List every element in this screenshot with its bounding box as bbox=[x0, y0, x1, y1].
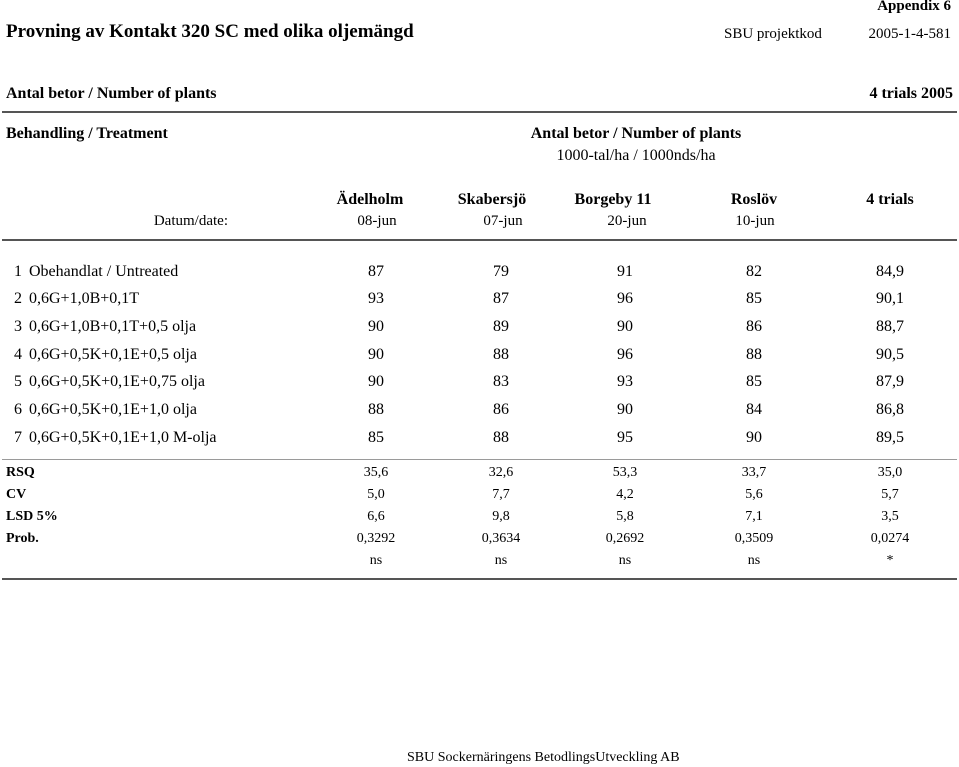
date-label: Datum/date: bbox=[153, 213, 228, 229]
row-value-roslov: 90 bbox=[746, 429, 762, 446]
row-value-4-trials: 90,1 bbox=[876, 290, 904, 307]
stats-value-skabersjo: 7,7 bbox=[492, 487, 510, 502]
header-rule-top bbox=[2, 111, 957, 113]
row-value-borgeby: 90 bbox=[617, 401, 633, 418]
stats-value-skabersjo: 32,6 bbox=[488, 465, 514, 480]
stats-value-4-trials: 5,7 bbox=[881, 487, 899, 502]
row-value-adelholm: 90 bbox=[368, 373, 384, 390]
measure-header-line1: Antal betor / Number of plants bbox=[530, 125, 742, 142]
column-header-4-trials: 4 trials bbox=[866, 191, 914, 208]
column-date-adelholm: 08-jun bbox=[357, 213, 397, 229]
stats-value-4-trials: * bbox=[886, 553, 894, 568]
row-value-skabersjo: 89 bbox=[493, 318, 509, 335]
row-value-4-trials: 84,9 bbox=[876, 263, 904, 280]
stats-value-roslov: 0,3509 bbox=[734, 531, 774, 546]
row-value-roslov: 84 bbox=[746, 401, 762, 418]
row-value-skabersjo: 87 bbox=[493, 290, 509, 307]
row-value-adelholm: 88 bbox=[368, 401, 384, 418]
row-value-4-trials: 90,5 bbox=[876, 346, 904, 363]
row-value-4-trials: 88,7 bbox=[876, 318, 904, 335]
stats-value-adelholm: ns bbox=[369, 553, 383, 568]
stats-label: RSQ bbox=[6, 465, 35, 480]
row-treatment: 0,6G+1,0B+0,1T+0,5 olja bbox=[29, 318, 197, 335]
stats-value-skabersjo: 9,8 bbox=[492, 509, 510, 524]
stats-value-adelholm: 6,6 bbox=[367, 509, 385, 524]
row-treatment: 0,6G+1,0B+0,1T bbox=[29, 290, 140, 307]
stats-value-borgeby: 5,8 bbox=[616, 509, 634, 524]
row-treatment: 0,6G+0,5K+0,1E+1,0 olja bbox=[29, 401, 197, 418]
stats-value-borgeby: 53,3 bbox=[612, 465, 638, 480]
column-header-borgeby: Borgeby 11 bbox=[574, 191, 652, 208]
row-value-borgeby: 96 bbox=[617, 346, 633, 363]
row-value-4-trials: 87,9 bbox=[876, 373, 904, 390]
stats-value-roslov: 5,6 bbox=[745, 487, 763, 502]
row-treatment: 0,6G+0,5K+0,1E+0,5 olja bbox=[29, 346, 197, 363]
column-date-roslov: 10-jun bbox=[735, 213, 775, 229]
trials-note: 4 trials 2005 bbox=[869, 85, 953, 102]
row-value-borgeby: 93 bbox=[617, 373, 633, 390]
footer: SBU Sockernäringens BetodlingsUtveckling AB bbox=[407, 750, 680, 765]
row-number: 5 bbox=[14, 373, 22, 390]
stats-value-skabersjo: ns bbox=[494, 553, 508, 568]
row-value-4-trials: 89,5 bbox=[876, 429, 904, 446]
row-value-roslov: 82 bbox=[746, 263, 762, 280]
stats-rule-top bbox=[2, 459, 957, 460]
project-label: SBU projektkod bbox=[724, 26, 822, 42]
row-value-roslov: 86 bbox=[746, 318, 762, 335]
stats-value-adelholm: 35,6 bbox=[363, 465, 389, 480]
column-header-roslov: Roslöv bbox=[730, 191, 778, 208]
row-treatment: Obehandlat / Untreated bbox=[29, 263, 179, 280]
row-number: 3 bbox=[14, 318, 22, 335]
row-value-adelholm: 85 bbox=[368, 429, 384, 446]
row-value-skabersjo: 79 bbox=[493, 263, 509, 280]
row-value-skabersjo: 83 bbox=[493, 373, 509, 390]
treatment-header: Behandling / Treatment bbox=[6, 125, 168, 142]
stats-value-roslov: 33,7 bbox=[741, 465, 767, 480]
row-value-adelholm: 93 bbox=[368, 290, 384, 307]
row-value-adelholm: 90 bbox=[368, 318, 384, 335]
row-number: 6 bbox=[14, 401, 22, 418]
stats-value-roslov: 7,1 bbox=[745, 509, 763, 524]
row-value-borgeby: 95 bbox=[617, 429, 633, 446]
row-value-skabersjo: 88 bbox=[493, 429, 509, 446]
project-code: 2005-1-4-581 bbox=[868, 26, 951, 42]
column-header-skabersjo: Skabersjö bbox=[457, 191, 527, 208]
row-value-4-trials: 86,8 bbox=[876, 401, 904, 418]
column-header-adelholm: Ädelholm bbox=[336, 191, 404, 208]
stats-label: CV bbox=[6, 487, 27, 502]
row-value-roslov: 88 bbox=[746, 346, 762, 363]
row-value-borgeby: 96 bbox=[617, 290, 633, 307]
row-value-roslov: 85 bbox=[746, 373, 762, 390]
row-value-adelholm: 90 bbox=[368, 346, 384, 363]
column-date-skabersjo: 07-jun bbox=[483, 213, 523, 229]
stats-value-4-trials: 0,0274 bbox=[870, 531, 910, 546]
stats-rule-bottom bbox=[2, 578, 957, 580]
section-title: Antal betor / Number of plants bbox=[6, 85, 217, 102]
row-number: 7 bbox=[14, 429, 22, 446]
row-value-adelholm: 87 bbox=[368, 263, 384, 280]
header-rule-bottom bbox=[2, 239, 957, 241]
row-value-borgeby: 91 bbox=[617, 263, 633, 280]
stats-value-adelholm: 5,0 bbox=[367, 487, 385, 502]
row-value-borgeby: 90 bbox=[617, 318, 633, 335]
stats-value-adelholm: 0,3292 bbox=[356, 531, 396, 546]
row-treatment: 0,6G+0,5K+0,1E+1,0 M-olja bbox=[29, 429, 217, 446]
page-title: Provning av Kontakt 320 SC med olika oljemängd bbox=[6, 21, 414, 42]
stats-value-skabersjo: 0,3634 bbox=[481, 531, 521, 546]
stats-value-borgeby: ns bbox=[618, 553, 632, 568]
row-value-roslov: 85 bbox=[746, 290, 762, 307]
measure-header-line2: 1000-tal/ha / 1000nds/ha bbox=[556, 147, 716, 164]
stats-value-borgeby: 4,2 bbox=[616, 487, 634, 502]
stats-value-roslov: ns bbox=[747, 553, 761, 568]
row-value-skabersjo: 86 bbox=[493, 401, 509, 418]
stats-value-borgeby: 0,2692 bbox=[605, 531, 645, 546]
stats-label: LSD 5% bbox=[6, 509, 58, 524]
column-date-borgeby: 20-jun bbox=[607, 213, 647, 229]
row-number: 2 bbox=[14, 290, 22, 307]
stats-value-4-trials: 3,5 bbox=[881, 509, 899, 524]
row-value-skabersjo: 88 bbox=[493, 346, 509, 363]
stats-label: Prob. bbox=[6, 531, 39, 546]
stats-value-4-trials: 35,0 bbox=[877, 465, 903, 480]
row-number: 1 bbox=[14, 263, 22, 280]
row-number: 4 bbox=[14, 346, 22, 363]
row-treatment: 0,6G+0,5K+0,1E+0,75 olja bbox=[29, 373, 205, 390]
appendix-label: Appendix 6 bbox=[877, 0, 951, 14]
